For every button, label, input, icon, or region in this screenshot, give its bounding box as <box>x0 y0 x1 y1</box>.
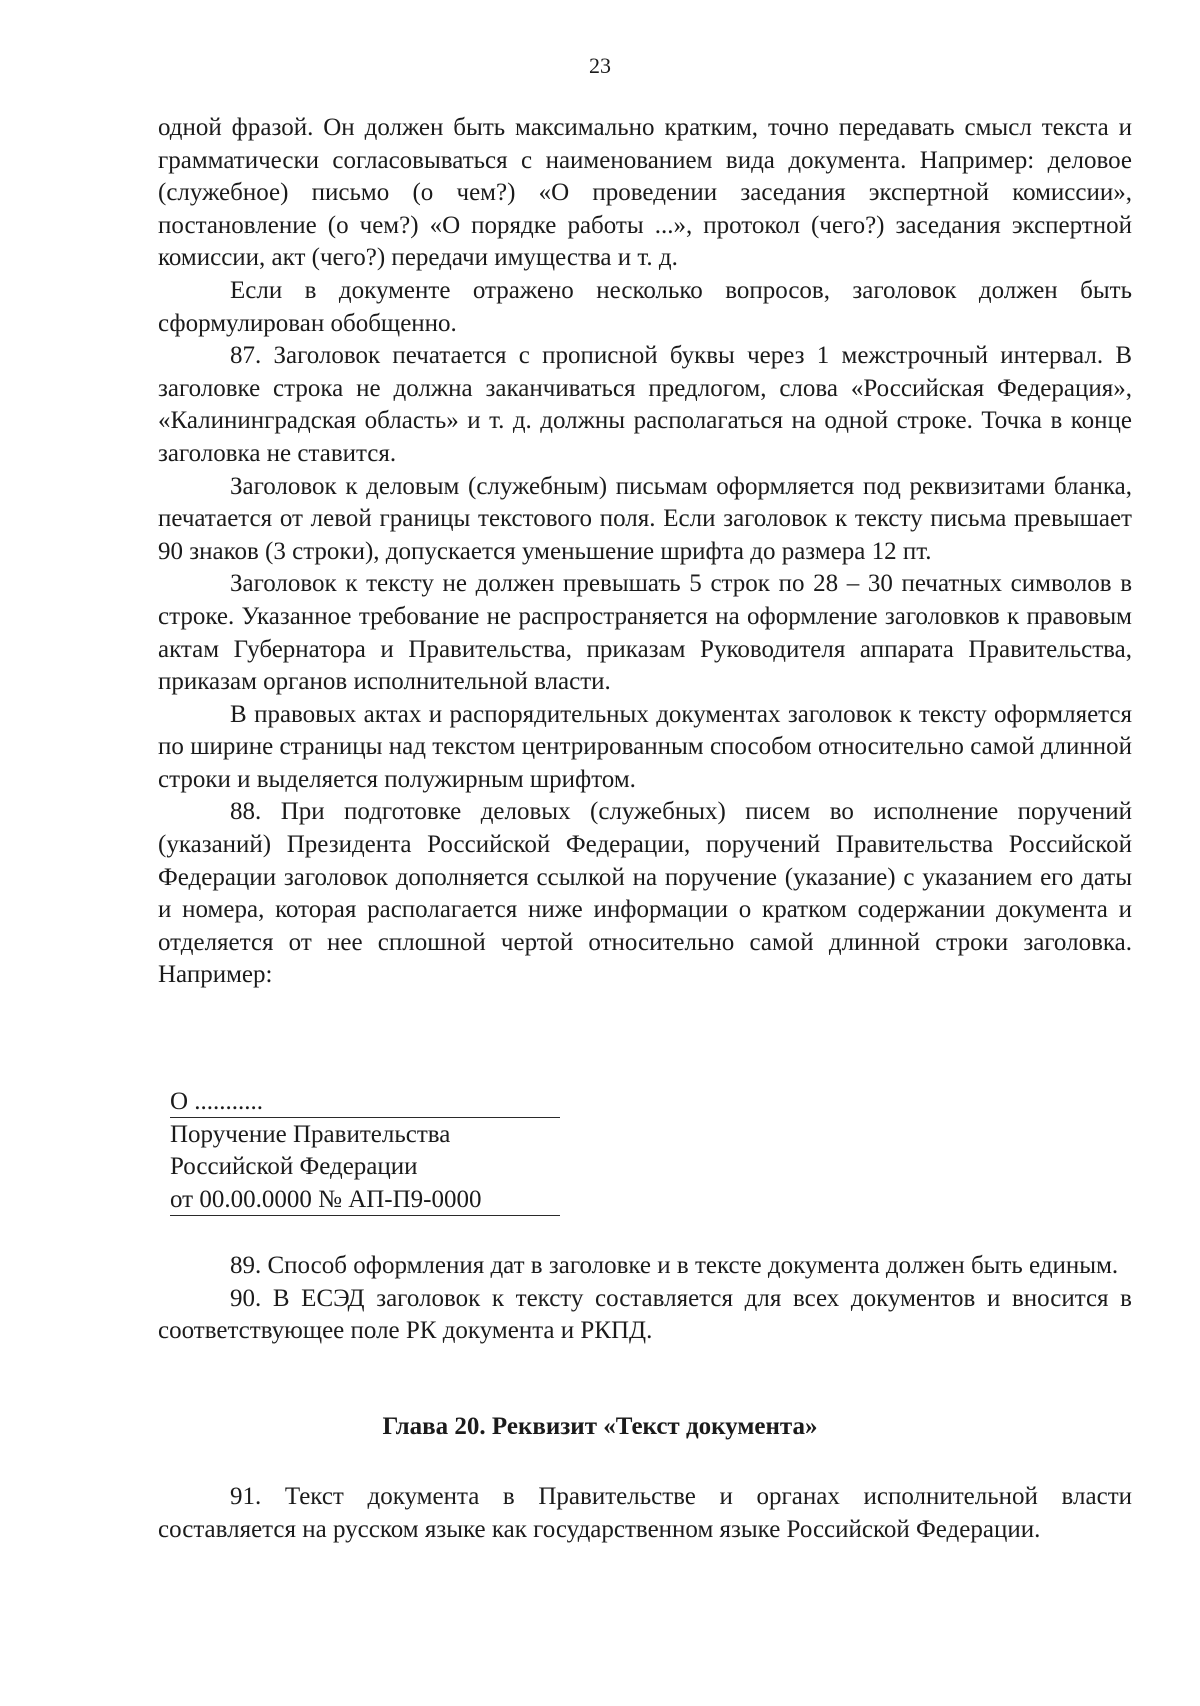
paragraph: Заголовок к деловым (служебным) письмам оформляется под реквизитами бланка, печатается от левой границы текстового поля. Если заголовок к тексту письма превышает 90 знаков (3 строки), допускается уменьшение шрифта до размера 12 пт. <box>158 472 1132 565</box>
example-heading-title: О ........... <box>170 1088 560 1118</box>
example-reference-line-2: Российской Федерации <box>170 1153 418 1181</box>
paragraph-clause-88: 88. При подготовке деловых (служебных) писем во исполнение поручений (указаний) Президента Российской Федерации, поручений Правительства Российской Федерации заголовок дополняется ссылкой на поручение (указание) с указанием его даты и номера, которая располагается ниже информации о кратком содержании документа и отделяется от нее сплошной чертой относительно самой длинной строки заголовка. Например: <box>158 798 1132 989</box>
chapter-heading: Глава 20. Реквизит «Текст документа» <box>382 1413 818 1440</box>
paragraph: Заголовок к тексту не должен превышать 5 строк по 28 – 30 печатных символов в строке. Указанное требование не распространяется на оформление заголовков к правовым актам Губернатора и Правительства, приказам Руководителя аппарата Правительства, приказам органов исполнительной власти. <box>158 570 1132 696</box>
paragraph: одной фразой. Он должен быть максимально кратким, точно передавать смысл текста и грамматически согласовываться с наименованием вида документа. Например: деловое (служебное) письмо (о чем?) «О проведении заседания экспертной комиссии», постановление (о чем?) «О порядке работы ...», протокол (чего?) заседания экспертной комиссии, акт (чего?) передачи имущества и т. д. <box>158 114 1132 272</box>
example-reference-line-1: Поручение Правительства <box>170 1120 451 1148</box>
body-text-top <box>158 112 1132 992</box>
example-reference-line-3: от 00.00.0000 № АП-П9-0000 <box>170 1185 482 1213</box>
heading-example-block <box>170 1086 570 1216</box>
paragraph-clause-89: 89. Способ оформления дат в заголовке и в тексте документа должен быть единым. <box>230 1252 1119 1279</box>
paragraph: Если в документе отражено несколько вопросов, заголовок должен быть сформулирован обобщенно. <box>158 276 1132 337</box>
example-separator-rule <box>170 1215 560 1216</box>
paragraph: В правовых актах и распорядительных документах заголовок к тексту оформляется по ширине страницы над текстом центрированным способом относительно самой длинной строки и выделяется полужирным шрифтом. <box>158 700 1132 793</box>
body-text-middle <box>158 1250 1132 1348</box>
body-text-bottom <box>158 1481 1132 1546</box>
paragraph-clause-90: 90. В ЕСЭД заголовок к тексту составляется для всех документов и вносится в соответствующее поле РК документа и РКПД. <box>158 1284 1132 1345</box>
paragraph-clause-87: 87. Заголовок печатается с прописной буквы через 1 межстрочный интервал. В заголовке строка не должна заканчиваться предлогом, слова «Российская Федерация», «Калининградская область» и т. д. должны располагаться на одной строке. Точка в конце заголовка не ставится. <box>158 342 1132 467</box>
paragraph-clause-91: 91. Текст документа в Правительстве и органах исполнительной власти составляется на русском языке как государственном языке Российской Федерации. <box>158 1483 1132 1543</box>
page-number: 23 <box>589 53 611 78</box>
